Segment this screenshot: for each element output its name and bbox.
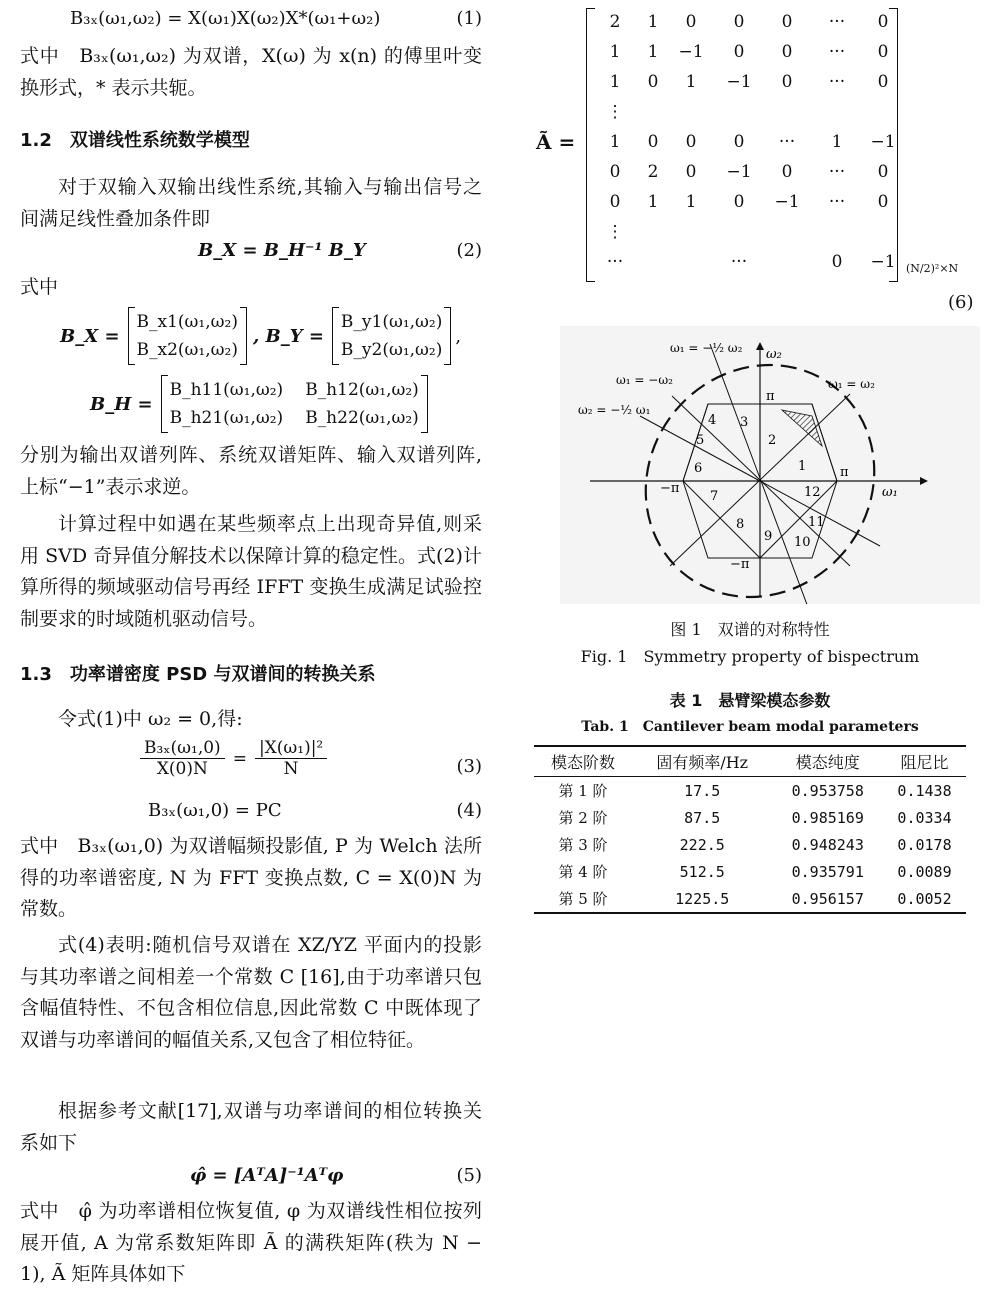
a-tilde-cell: −1 bbox=[774, 192, 800, 212]
a-tilde-cell: 1 bbox=[685, 192, 697, 212]
matrix-bx-by: B_X = B_x1(ω₁,ω₂) B_x2(ω₁,ω₂) , B_Y = B_y1(ω₁,ω₂) B_y2(ω₁,ω₂) , bbox=[60, 305, 461, 367]
paragraph-where: 式中 bbox=[20, 276, 59, 298]
a-tilde-cell: 0 bbox=[609, 192, 621, 212]
a-tilde-row bbox=[600, 42, 889, 72]
table-cell: 0.948243 bbox=[791, 835, 864, 854]
region-label: 5 bbox=[696, 433, 705, 448]
equation-2-number: (2) bbox=[456, 240, 482, 261]
equation-2: B_X = B_H⁻¹ B_Y bbox=[198, 240, 366, 261]
tick-negpi-bottom: −π bbox=[730, 557, 750, 572]
a-tilde-cell: 0 bbox=[877, 192, 889, 212]
a-tilde-cell: ··· bbox=[828, 72, 846, 92]
a-tilde-row bbox=[600, 132, 896, 162]
region-label: 7 bbox=[710, 489, 719, 504]
a-tilde-cell: ··· bbox=[778, 132, 796, 152]
a-tilde-cell: 0 bbox=[781, 12, 793, 32]
axis-x-label: ω₁ bbox=[882, 485, 898, 500]
table-header-cell: 固有频率/Hz bbox=[632, 746, 772, 777]
tick-negpi-left: −π bbox=[660, 481, 680, 496]
region-label: 4 bbox=[708, 413, 717, 428]
bh-11: B_h11(ω₁,ω₂) bbox=[169, 380, 284, 400]
a-tilde-row bbox=[600, 252, 896, 282]
a-tilde-row bbox=[600, 12, 889, 42]
table-cell: 第 3 阶 bbox=[558, 836, 608, 854]
table-cell: 0.0334 bbox=[897, 808, 952, 827]
eq3-numerator: B₃ₓ(ω₁,0) bbox=[140, 738, 225, 759]
a-tilde-cell: 0 bbox=[685, 162, 697, 182]
a-tilde-cell: 0 bbox=[647, 72, 659, 92]
bh-12: B_h12(ω₁,ω₂) bbox=[305, 380, 419, 400]
region-label: 12 bbox=[804, 485, 821, 500]
a-tilde-cell: 0 bbox=[733, 132, 745, 152]
a-tilde-cell: 2 bbox=[609, 12, 621, 32]
a-tilde-cell: 1 bbox=[647, 192, 659, 212]
table-cell: 第 4 阶 bbox=[558, 863, 608, 881]
paragraph-linear-system: 对于双输入双输出线性系统,其输入与输出信号之间满足线性叠加条件即 bbox=[20, 176, 482, 230]
a-tilde-cell: −1 bbox=[726, 72, 752, 92]
section-heading-1-3: 1.3 功率谱密度 PSD 与双谱间的转换关系 bbox=[20, 664, 376, 685]
a-tilde-cell: 1 bbox=[831, 132, 843, 152]
a-tilde-cell: 0 bbox=[831, 252, 843, 272]
a-tilde-row bbox=[600, 192, 889, 222]
region-label: 9 bbox=[764, 529, 773, 544]
a-tilde-row bbox=[600, 222, 884, 252]
table-header-cell: 阻尼比 bbox=[883, 746, 966, 777]
eq3-rhs-denominator: N bbox=[283, 759, 299, 779]
a-tilde-cell: 0 bbox=[877, 12, 889, 32]
equation-5: φ̂ = [AᵀA]⁻¹Aᵀφ bbox=[190, 1165, 344, 1186]
tick-pi-top: π bbox=[766, 389, 775, 404]
a-tilde-cell: 0 bbox=[685, 132, 697, 152]
bh-matrix bbox=[161, 375, 428, 433]
a-tilde-cell: 0 bbox=[685, 12, 697, 32]
table-cell: 0.0052 bbox=[883, 885, 966, 913]
a-tilde-cell: −1 bbox=[870, 132, 896, 152]
a-tilde-cell: 0 bbox=[781, 72, 793, 92]
matrix-bh bbox=[90, 373, 428, 435]
a-tilde-cell: −1 bbox=[726, 162, 752, 182]
bx-matrix bbox=[128, 307, 247, 365]
region-label: 1 bbox=[798, 459, 807, 474]
section-heading-1-2: 1.2 双谱线性系统数学模型 bbox=[20, 130, 250, 151]
region-label: 2 bbox=[768, 433, 777, 448]
paragraph-reference-17: 根据参考文献[17],双谱与功率谱间的相位转换关系如下 bbox=[20, 1100, 482, 1154]
a-tilde-row bbox=[600, 102, 884, 132]
paragraph-svd: 计算过程中如遇在某些频率点上出现奇异值,则采用 SVD 奇异值分解技术以保障计算的稳定性。式(2)计算所得的频域驱动信号再经 IFFT 变换生成满足试验控制要求的时域随机驱动信号。 bbox=[20, 513, 482, 630]
figure-1-bispectrum-symmetry bbox=[560, 326, 980, 604]
region-label: 10 bbox=[794, 535, 811, 550]
label-w2-neg-half-w1: ω₂ = −½ ω₁ bbox=[578, 403, 651, 417]
a-tilde-cell: 0 bbox=[877, 42, 889, 62]
table-cell: 0.935791 bbox=[791, 862, 864, 881]
table-1-title-en: Tab. 1 Cantilever beam modal parameters bbox=[581, 719, 919, 735]
equation-3-number: (3) bbox=[456, 756, 482, 777]
equation-1: B₃ₓ(ω₁,ω₂) = X(ω₁)X(ω₂)X*(ω₁+ω₂) bbox=[70, 8, 381, 29]
eq3-denominator: X(0)N bbox=[156, 759, 208, 779]
label-w1-eq-w2: ω₁ = ω₂ bbox=[828, 377, 875, 391]
a-tilde-cell: ⋮ bbox=[606, 102, 624, 122]
region-label: 6 bbox=[694, 461, 703, 476]
bh-lhs: B_H = bbox=[90, 393, 153, 415]
a-tilde-cell: ··· bbox=[828, 192, 846, 212]
a-tilde-cell: 0 bbox=[733, 192, 745, 212]
a-tilde-cell: 0 bbox=[733, 42, 745, 62]
equation-5-number: (5) bbox=[456, 1165, 482, 1186]
a-tilde-cell: 0 bbox=[733, 12, 745, 32]
a-tilde-cell: ⋮ bbox=[606, 222, 624, 242]
table-cell: 0.1438 bbox=[897, 781, 952, 800]
eq6-lhs: Ã = bbox=[536, 130, 576, 154]
table-row bbox=[534, 885, 966, 913]
table-cell: 17.5 bbox=[684, 781, 721, 800]
tick-pi-right: π bbox=[840, 465, 849, 480]
region-label: 3 bbox=[740, 415, 749, 430]
a-tilde-cell: 0 bbox=[781, 42, 793, 62]
a-tilde-cell: 1 bbox=[609, 132, 621, 152]
table-cell: 第 5 阶 bbox=[534, 885, 632, 913]
table-cell: 87.5 bbox=[684, 808, 721, 827]
paragraph-let-w2-zero: 令式(1)中 ω₂ = 0,得: bbox=[58, 708, 243, 730]
a-tilde-cell: 0 bbox=[877, 72, 889, 92]
table-cell: 0.956157 bbox=[772, 885, 883, 913]
equation-6-number: (6) bbox=[948, 292, 974, 313]
table-cell: 第 2 阶 bbox=[558, 809, 608, 827]
a-tilde-cell: 1 bbox=[685, 72, 697, 92]
equation-3: $\frac{\text{B₃ₓ(ω₁,0)}}{X(0)N}$ = $\frac{\text{|X(ω₁)|²}}{N}$ bbox=[140, 738, 327, 779]
paragraph-phase-recovery: 式中 φ̂ 为功率谱相位恢复值, φ 为双谱线性相位按列展开值, A 为常系数矩阵即 Ã 的满秩矩阵(秩为 N − 1), Ã 矩阵具体如下 bbox=[20, 1200, 482, 1285]
table-cell: 0.985169 bbox=[791, 808, 864, 827]
table-cell: 512.5 bbox=[679, 862, 725, 881]
table-cell: 0.953758 bbox=[791, 781, 864, 800]
by-matrix bbox=[332, 307, 451, 365]
a-tilde-cell: −1 bbox=[678, 42, 704, 62]
eq3-rhs-numerator: |X(ω₁)|² bbox=[255, 738, 327, 759]
a-tilde-cell: ··· bbox=[606, 252, 624, 272]
region-label: 11 bbox=[808, 515, 825, 530]
equation-4-number: (4) bbox=[456, 800, 482, 821]
table-cell: 0.0178 bbox=[897, 835, 952, 854]
bx-row-2: B_x2(ω₁,ω₂) bbox=[136, 340, 238, 360]
a-tilde-cell: 2 bbox=[647, 162, 659, 182]
table-row bbox=[534, 831, 966, 858]
table-row bbox=[534, 777, 966, 805]
table-cell: 0.0089 bbox=[897, 862, 952, 881]
a-tilde-cell: 1 bbox=[647, 42, 659, 62]
figure-1-caption-cn: 图 1 双谱的对称特性 bbox=[670, 620, 830, 639]
by-lhs: , B_Y = bbox=[252, 325, 324, 347]
a-tilde-cell: ··· bbox=[828, 42, 846, 62]
table-header-cell: 模态纯度 bbox=[772, 746, 883, 777]
a-tilde-cell: 0 bbox=[781, 162, 793, 182]
a-tilde-matrix bbox=[586, 8, 898, 280]
table-cell: 第 1 阶 bbox=[558, 782, 608, 800]
axis-y-label: ω₂ bbox=[766, 347, 782, 362]
table-row bbox=[534, 858, 966, 885]
table-cell: 222.5 bbox=[679, 835, 725, 854]
table-row bbox=[534, 804, 966, 831]
paragraph-welch: 式中 B₃ₓ(ω₁,0) 为双谱幅频投影值, P 为 Welch 法所得的功率谱密度, N 为 FFT 变换点数, C = X(0)N 为常数。 bbox=[20, 835, 482, 920]
table-1-modal-parameters bbox=[534, 745, 966, 914]
label-w1-neg-w2: ω₁ = −ω₂ bbox=[616, 373, 673, 387]
a-tilde-cell: ··· bbox=[828, 12, 846, 32]
figure-1-caption-en: Fig. 1 Symmetry property of bispectrum bbox=[580, 647, 920, 666]
region-label: 8 bbox=[736, 517, 745, 532]
bh-21: B_h21(ω₁,ω₂) bbox=[169, 408, 284, 428]
bh-22: B_h22(ω₁,ω₂) bbox=[305, 408, 419, 428]
a-tilde-cell: 0 bbox=[609, 162, 621, 182]
table-header-cell: 模态阶数 bbox=[534, 746, 632, 777]
a-tilde-cell: 0 bbox=[647, 132, 659, 152]
a-tilde-cell: −1 bbox=[870, 252, 896, 272]
paragraph-eq1-explanation: 式中 B₃ₓ(ω₁,ω₂) 为双谱，X(ω) 为 x(n) 的傅里叶变换形式，* 表示共轭。 bbox=[20, 45, 482, 99]
a-tilde-cell: ··· bbox=[828, 162, 846, 182]
by-row-2: B_y2(ω₁,ω₂) bbox=[340, 340, 443, 360]
by-row-1: B_y1(ω₁,ω₂) bbox=[340, 312, 443, 332]
a-tilde-cell: 0 bbox=[877, 162, 889, 182]
equation-4: B₃ₓ(ω₁,0) = PC bbox=[148, 800, 282, 821]
paragraph-projection: 式(4)表明:随机信号双谱在 XZ/YZ 平面内的投影与其功率谱之间相差一个常数 C [16],由于功率谱只包含幅值特性、不包含相位信息,因此常数 C 中既体现了双谱与功率谱间的幅值关系,又包含了相位特征。 bbox=[20, 934, 482, 1051]
bx-lhs: B_X = bbox=[60, 325, 120, 347]
eq6-subscript: (N/2)²×N bbox=[906, 262, 959, 275]
a-tilde-cell: 1 bbox=[647, 12, 659, 32]
paragraph-array-definitions: 分别为输出双谱列阵、系统双谱矩阵、输入双谱列阵,上标“−1”表示求逆。 bbox=[20, 444, 482, 498]
equation-1-number: (1) bbox=[456, 8, 482, 29]
a-tilde-cell: 1 bbox=[609, 42, 621, 62]
bx-row-1: B_x1(ω₁,ω₂) bbox=[136, 312, 238, 332]
a-tilde-row bbox=[600, 162, 889, 192]
a-tilde-cell: ··· bbox=[730, 252, 748, 272]
a-tilde-row bbox=[600, 72, 889, 102]
table-1-title-cn: 表 1 悬臂梁模态参数 bbox=[669, 691, 831, 710]
a-tilde-cell: 1 bbox=[609, 72, 621, 92]
table-cell: 1225.5 bbox=[632, 885, 772, 913]
label-w1-neg-half-w2: ω₁ = −½ ω₂ bbox=[670, 341, 743, 355]
